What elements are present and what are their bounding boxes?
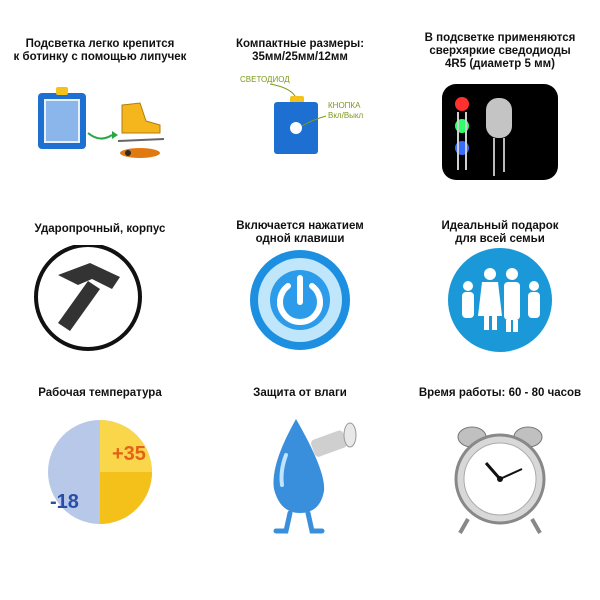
feature-velcro — [0, 0, 200, 200]
feature-temperature — [0, 387, 200, 600]
feature-caption: Идеальный подарок для всей семьи — [441, 220, 559, 245]
svg-text:СВЕТОДИОД: СВЕТОДИОД — [240, 75, 290, 84]
device-size-icon — [200, 70, 400, 160]
feature-caption: В подсветке применяются сверхяркие сведодиоды 4R5 (диаметр 5 мм) — [424, 32, 576, 70]
svg-text:-18: -18 — [50, 491, 79, 513]
feature-caption: Включается нажатием одной клавиши — [236, 220, 364, 245]
velcro-skate-icon — [0, 85, 200, 165]
feature-size — [200, 0, 400, 200]
feature-shockproof — [0, 200, 200, 400]
hammer-icon — [0, 245, 200, 355]
svg-text:Вкл/Выкл: Вкл/Выкл — [328, 111, 364, 120]
feature-caption: Компактные размеры: 35мм/25мм/12мм — [235, 38, 365, 63]
led-diodes-icon — [400, 80, 600, 185]
feature-power — [200, 200, 400, 400]
svg-text:КНОПКА: КНОПКА — [328, 101, 361, 110]
feature-gift — [400, 200, 600, 400]
feature-leds — [400, 0, 600, 200]
feature-caption: Время работы: 60 - 80 часов — [418, 387, 582, 399]
feature-moisture — [200, 387, 400, 600]
water-drop-icon — [200, 415, 400, 540]
feature-caption: Защита от влаги — [253, 387, 347, 399]
temperature-icon — [0, 420, 200, 530]
feature-caption: Подсветка легко крепится к ботинку с помощью липучек — [13, 38, 187, 63]
power-button-icon — [200, 248, 400, 358]
feature-caption: Ударопрочный, корпус — [34, 223, 166, 235]
svg-text:+35: +35 — [112, 443, 146, 465]
feature-caption: Рабочая температура — [38, 387, 162, 399]
alarm-clock-icon — [400, 415, 600, 540]
family-icon — [400, 248, 600, 358]
feature-runtime — [400, 387, 600, 600]
